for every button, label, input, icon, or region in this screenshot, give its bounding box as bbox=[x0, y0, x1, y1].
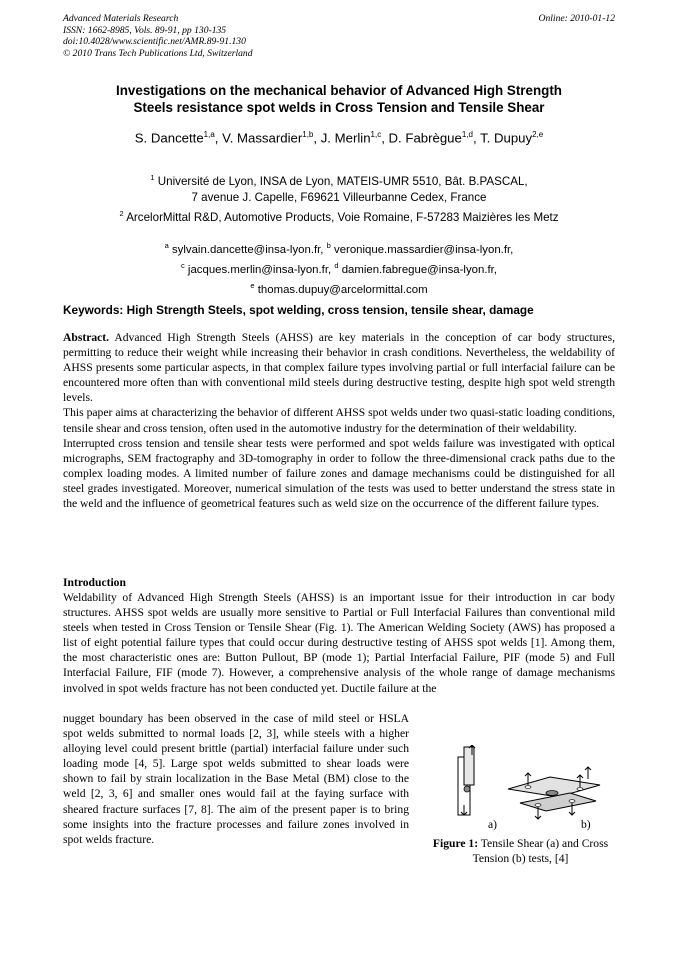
abstract-paragraph-2: This paper aims at characterizing the behavior of different AHSS spot welds under two quasi-static loading conditions, tensile shear and cross tension, often used in the automotive industry for the determination of their weldability. bbox=[63, 406, 615, 435]
email-sup: b bbox=[326, 241, 331, 250]
author-sup: 1,d bbox=[461, 130, 473, 139]
caption-text: Tensile Shear (a) and Cross Tension (b) tests, [4] bbox=[472, 837, 609, 865]
introduction-column-text: nugget boundary has been observed in the case of mild steel or HSLA spot welds submitted to normal loads [2, 3], while steels with a higher alloying level could present brittle (partial) interfacial failure under such loading mode [4, 5]. Large spot welds submitted to shear loads were shown to fail by strain localization in the Base Metal (BM) close to the weld [2, 3, 6] and smaller ones would fail at the faying surface with sheared fracture surfaces [7, 8]. The aim of the present paper is to bring some insights into the fracture processes and failure zones involved in spot welds fracture. bbox=[63, 712, 409, 846]
author-name: T. Dupuy bbox=[480, 130, 533, 146]
author-name: D. Fabrègue bbox=[388, 130, 462, 146]
journal-name: Advanced Materials Research bbox=[63, 13, 179, 24]
affiliation-number: 1 bbox=[150, 173, 155, 182]
author-sup: 1,b bbox=[302, 130, 314, 139]
email-line-2 bbox=[63, 258, 615, 278]
author-sup: 1,a bbox=[203, 130, 215, 139]
affiliation-number: 2 bbox=[119, 208, 124, 218]
copyright-line: © 2010 Trans Tech Publications Ltd, Switzerland bbox=[63, 47, 253, 59]
journal-header bbox=[63, 13, 615, 59]
affiliation-1-line-1 bbox=[63, 170, 615, 190]
keywords: Keywords: High Strength Steels, spot welding, cross tension, tensile shear, damage bbox=[63, 303, 534, 317]
email-sup: a bbox=[164, 241, 169, 250]
email-sup: d bbox=[334, 260, 339, 270]
abstract-label: Abstract. bbox=[63, 331, 110, 344]
online-date: Online: 2010-01-12 bbox=[538, 13, 615, 24]
author-name: S. Dancette bbox=[134, 130, 204, 146]
issn-line: ISSN: 1662-8985, Vols. 89-91, pp 130-135 bbox=[63, 24, 227, 36]
author-name: J. Merlin bbox=[320, 130, 371, 146]
email-sup: c bbox=[181, 260, 185, 270]
affiliation-2 bbox=[63, 206, 615, 226]
abstract-paragraph-1 bbox=[63, 330, 615, 405]
introduction-paragraph: Weldability of Advanced High Strength Steels (AHSS) is an important issue for their introduction in car body structures. AHSS spot welds are usually more sensitive to Partial or Full Interfacial Failures than conventional mild steels when tested in Cross Tension or Tensile Shear (Fig. 1). The American Welding Society (AWS) has proposed a list of eight potential failure types that could occur during destructive testing of AHSS spot welds [1]. Among them, the most characteristic ones are: Button Pullout, BP (mode 1); Partial Interfacial Failure, PIF (mode 5) and Full Interfacial Failure, FIF (mode 7). However, a comprehensive analysis of the whole range of damage mechanisms involved in spot welds fracture has not been conducted yet. Ductile failure at the bbox=[63, 591, 615, 695]
abstract-paragraph-3: Interrupted cross tension and tensile shear tests were performed and spot welds failure was investigated with optical micrographs, SEM fractography and 3D-tomography in order to follow the three-dimensional crack paths due to the complex loading modes. A limited number of failure zones and damage mechanisms could be distinguished for all steel grades investigated. Moreover, numerical simulation of the tests was used to better understand the stress state in the weld and the influence of geometrical features such as weld size on the occurrence of the different failure types. bbox=[63, 436, 615, 511]
email-address[interactable]: veronique.massardier@insa-lyon.fr, bbox=[334, 243, 514, 256]
affiliation-text: ArcelorMittal R&D, Automotive Products, Voie Romaine, F-57283 Maizières les Metz bbox=[126, 210, 559, 224]
abstract bbox=[63, 330, 615, 511]
author-list: S. Dancette$^{1,a}$, V. Massardier$^{1,b}$, J. Merlin$^{1,c}$, D. Fabrègue$^{1,d}$, T. Dupuy$^{2,e}$ bbox=[134, 130, 544, 146]
affiliation-text: Université de Lyon, INSA de Lyon, MATEIS-UMR 5510, Bât. B.PASCAL, bbox=[157, 174, 528, 188]
figure-label-a: a) bbox=[488, 818, 498, 831]
doi-line[interactable]: doi:10.4028/www.scientific.net/AMR.89-91.130 bbox=[63, 36, 246, 47]
abstract-text: Advanced High Strength Steels (AHSS) are key materials in the conception of car body structures, permitting to reduce their weight while increasing their behavior in crash conditions. Nevertheless, the weldability of AHSS presents some particular aspects, in that complex failure types involving partial or full interfacial failure can be encountered more often than with conventional mild steels during destructive testing, despite high spot weld strength levels. bbox=[63, 331, 615, 405]
author-sup: 1,c bbox=[370, 130, 382, 139]
email-sup: e bbox=[250, 280, 255, 290]
caption-label: Figure 1: bbox=[432, 837, 479, 850]
email-address[interactable]: thomas.dupuy@arcelormittal.com bbox=[257, 283, 428, 296]
email-address[interactable]: damien.fabregue@insa-lyon.fr, bbox=[341, 263, 497, 276]
email-line-1 bbox=[63, 238, 615, 258]
figure-label-b: b) bbox=[581, 818, 591, 831]
figure-1-caption bbox=[418, 836, 623, 866]
email-address[interactable]: jacques.merlin@insa-lyon.fr, bbox=[187, 263, 332, 276]
affiliations bbox=[63, 170, 615, 226]
title-line-2: Steels resistance spot welds in Cross Tension and Tensile Shear bbox=[133, 100, 545, 115]
tensile-shear-specimen bbox=[458, 745, 475, 815]
paper-title bbox=[63, 82, 615, 116]
title-line-1: Investigations on the mechanical behavior of Advanced High Strength bbox=[116, 83, 562, 98]
figure-1 bbox=[420, 745, 620, 915]
email-line-3 bbox=[63, 278, 615, 298]
introduction-heading: Introduction bbox=[63, 576, 126, 589]
author-name: V. Massardier bbox=[222, 130, 303, 146]
author-sup: 2,e bbox=[532, 130, 544, 139]
email-address[interactable]: sylvain.dancette@insa-lyon.fr, bbox=[171, 243, 324, 256]
cross-tension-specimen bbox=[508, 767, 600, 819]
affiliation-1-line-2: 7 avenue J. Capelle, F69621 Villeurbanne Cedex, France bbox=[191, 190, 487, 204]
email-list bbox=[63, 238, 615, 297]
